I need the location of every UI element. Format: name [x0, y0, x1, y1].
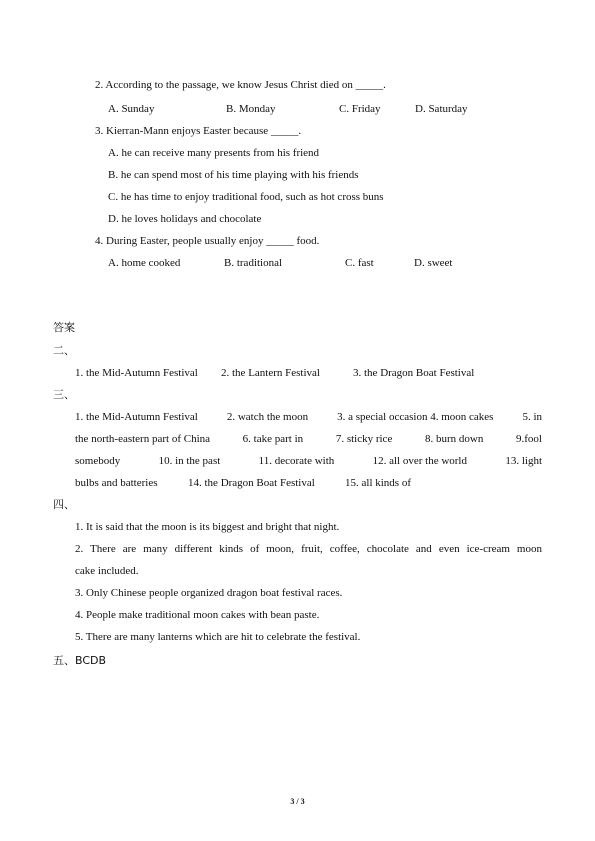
question-2-option-b: B. Monday: [226, 103, 276, 115]
section-3-row: [75, 456, 542, 467]
section-4-sentence: 4. People make traditional moon cakes with bean paste.: [75, 609, 320, 621]
section-3-answer: 13. light: [505, 455, 542, 467]
section-2-item: 2. the Lantern Festival: [221, 367, 320, 379]
section-4-sentence: 3. Only Chinese people organized dragon boat festival races.: [75, 587, 343, 599]
section-3-answer: 9.fool: [516, 433, 542, 445]
section-4-sentence: [75, 544, 542, 555]
section-3-answer: 14. the Dragon Boat Festival: [188, 477, 315, 489]
section-3-answer: the north-eastern part of China: [75, 433, 211, 445]
page-number: 3 / 3: [290, 797, 305, 806]
question-2-option-a: A. Sunday: [108, 103, 155, 115]
section-3-answer: 12. all over the world: [372, 455, 467, 467]
section-3-answer: bulbs and batteries: [75, 477, 158, 489]
section-4-sentence-text: 2. There are many different kinds of moon, fruit, coffee, chocolate and even ice-cream moon: [75, 543, 542, 555]
section-3-answer: somebody: [75, 455, 121, 467]
section-3-answer: 10. in the past: [158, 455, 221, 467]
section-3-answer: 11. decorate with: [258, 455, 335, 467]
section-4-sentence: 1. It is said that the moon is its biggest and bright that night.: [75, 521, 340, 533]
section-5-answer: 五、BCDB: [53, 654, 107, 667]
section-3-answer: 8. burn down: [424, 433, 484, 445]
question-3-stem: 3. Kierran-Mann enjoys Easter because _____.: [95, 125, 302, 137]
question-4-option-b: B. traditional: [224, 257, 283, 269]
question-4-stem: 4. During Easter, people usually enjoy _____ food.: [95, 235, 320, 247]
section-2-label: 二、: [53, 344, 75, 357]
section-3-answer: 5. in: [522, 411, 542, 423]
question-2-stem: 2. According to the passage, we know Jesus Christ died on _____.: [95, 79, 386, 91]
section-3-answer: 7. sticky rice: [335, 433, 393, 445]
section-3-answer: 2. watch the moon: [226, 411, 309, 423]
section-2-item: 1. the Mid-Autumn Festival: [75, 367, 198, 379]
section-3-answer: 1. the Mid-Autumn Festival: [75, 411, 198, 423]
section-2-item: 3. the Dragon Boat Festival: [353, 367, 475, 379]
section-4-label: 四、: [53, 498, 75, 511]
answers-heading: 答案: [53, 321, 75, 334]
question-3-option-c: C. he has time to enjoy traditional food, such as hot cross buns: [108, 191, 384, 203]
question-3-option-a: A. he can receive many presents from his friend: [108, 147, 320, 159]
question-3-option-d: D. he loves holidays and chocolate: [108, 213, 262, 225]
section-3-row: [75, 412, 542, 423]
question-4-option-a: A. home cooked: [108, 257, 181, 269]
question-4-option-d: D. sweet: [414, 257, 453, 269]
section-4-sentence: cake included.: [75, 565, 139, 577]
section-3-answer: 15. all kinds of: [345, 477, 411, 489]
section-3-answer: 6. take part in: [242, 433, 304, 445]
section-3-label: 三、: [53, 388, 75, 401]
question-2-option-d: D. Saturday: [415, 103, 468, 115]
section-4-sentence: 5. There are many lanterns which are hit to celebrate the festival.: [75, 631, 361, 643]
question-4-option-c: C. fast: [345, 257, 374, 269]
question-3-option-b: B. he can spend most of his time playing with his friends: [108, 169, 359, 181]
question-2-option-c: C. Friday: [339, 103, 381, 115]
section-3-row: [75, 434, 542, 445]
section-3-answer: 3. a special occasion 4. moon cakes: [337, 411, 494, 423]
